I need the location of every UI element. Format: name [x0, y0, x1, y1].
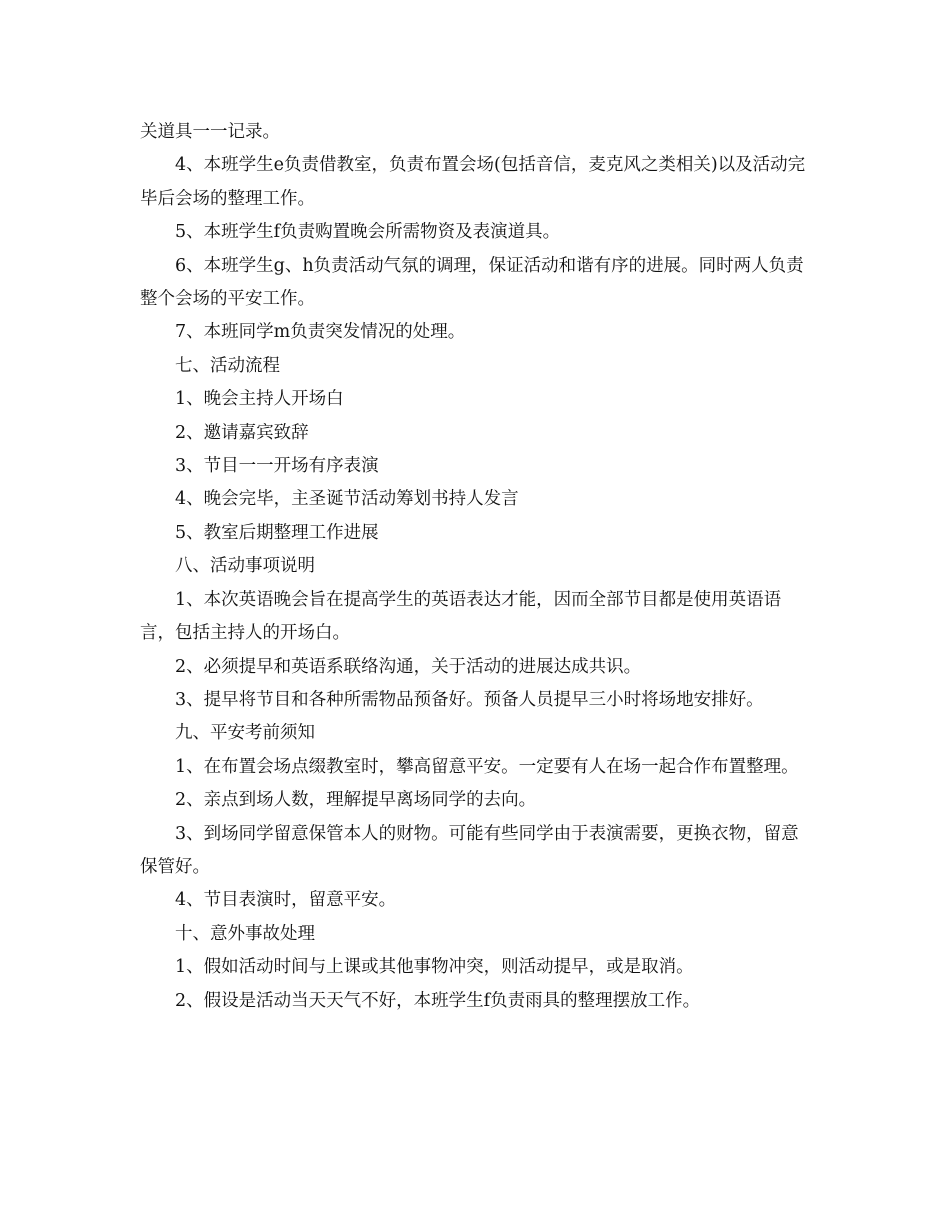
list-item: 3、节目一一开场有序表演 — [175, 456, 379, 477]
list-item: 2、必须提早和英语系联络沟通，关于活动的进展达成共识。 — [175, 656, 642, 677]
list-item: 4、节目表演时，留意平安。 — [175, 890, 397, 911]
list-item: 5、教室后期整理工作进展 — [175, 522, 379, 543]
list-item: 1、假如活动时间与上课或其他事物冲突，则活动提早，或是取消。 — [175, 957, 694, 978]
paragraph-3: 6、本班学生g、h负责活动气氛的调理，保证活动和谐有序的进展。同时两人负责整个会场的平安工作。 — [140, 255, 804, 310]
list-item: 4、晚会完毕，主圣诞节活动筹划书持人发言 — [175, 489, 519, 510]
list-item: 1、晚会主持人开场白 — [175, 389, 344, 410]
list-item: 2、假设是活动当天天气不好，本班学生f负责雨具的整理摆放工作。 — [175, 990, 701, 1011]
section-heading-9: 九、平安考前须知 — [175, 723, 315, 744]
list-item: 1、本次英语晚会旨在提高学生的英语表达才能，因而全部节目都是使用英语语言，包括主持人的开场白。 — [140, 589, 782, 644]
paragraph-4: 7、本班同学m负责突发情况的处理。 — [175, 322, 466, 343]
list-item: 3、提早将节目和各种所需物品预备好。预备人员提早三小时将场地安排好。 — [175, 689, 764, 710]
paragraph-1: 4、本班学生e负责借教室，负责布置会场(包括音信，麦克风之类相关)以及活动完毕后会场的整理工作。 — [140, 155, 806, 209]
section-heading-10: 十、意外事故处理 — [175, 923, 315, 944]
list-item: 1、在布置会场点缀教室时，攀高留意平安。一定要有人在场一起合作布置整理。 — [175, 756, 799, 777]
list-item: 2、亲点到场人数，理解提早离场同学的去向。 — [175, 790, 537, 811]
paragraph-2: 5、本班学生f负责购置晚会所需物资及表演道具。 — [175, 222, 561, 243]
document-body — [140, 116, 812, 1018]
section-heading-8: 八、活动事项说明 — [175, 556, 315, 577]
section-heading-7: 七、活动流程 — [175, 355, 280, 376]
list-item: 3、到场同学留意保管本人的财物。可能有些同学由于表演需要，更换衣物，留意保管好。 — [140, 823, 799, 877]
paragraph-0: 关道具一一记录。 — [140, 122, 280, 142]
list-item: 2、邀请嘉宾致辞 — [175, 422, 309, 443]
